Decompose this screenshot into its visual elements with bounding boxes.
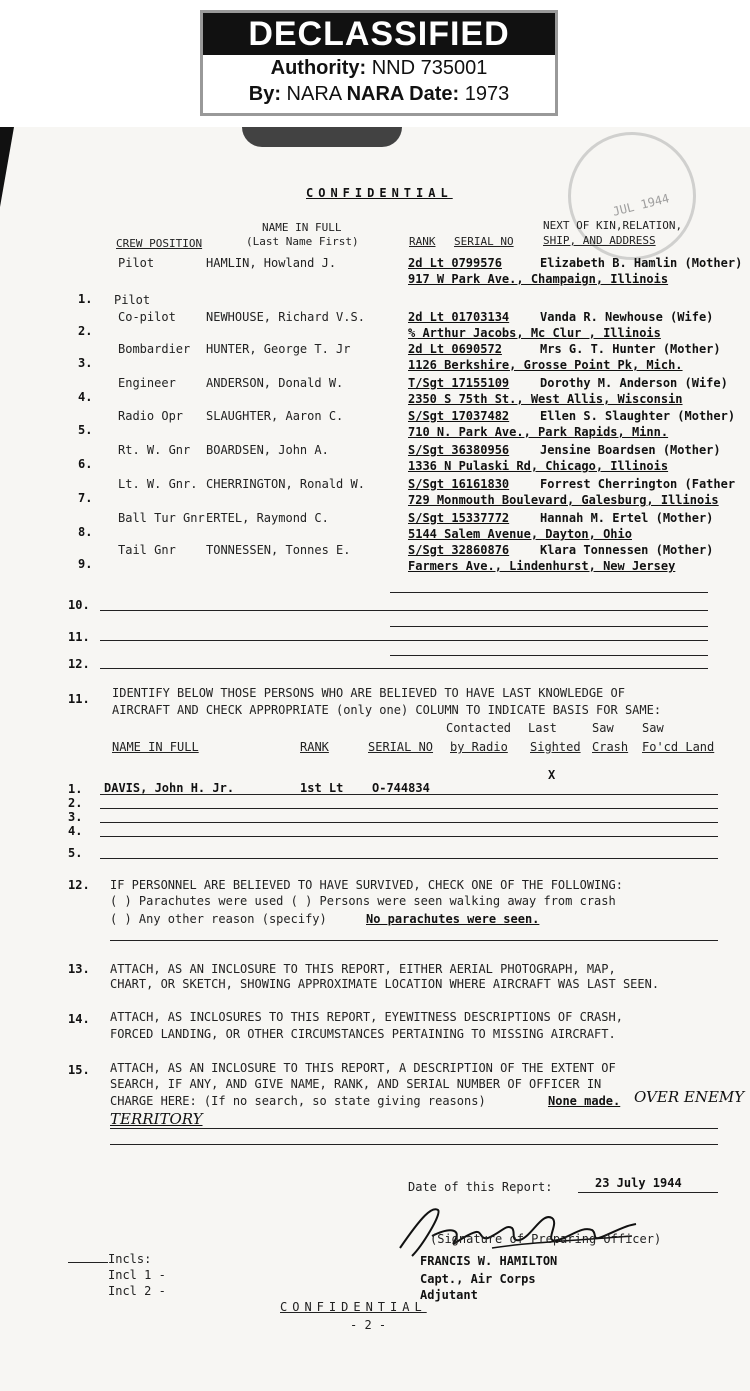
rule [390,626,708,627]
crew-name: ANDERSON, Donald W. [206,376,344,390]
col-last-name-first: (Last Name First) [246,235,359,248]
s11-entry-rank: 1st Lt [300,781,344,795]
s11-row-number: 3. [68,810,83,824]
crew-name: BOARDSEN, John A. [206,443,329,457]
col-name-in-full: NAME IN FULL [262,221,342,234]
crew-row-number: 8. [78,525,93,539]
s11-hdr-saw-1: Saw [592,721,614,735]
date-label: Date of this Report: [408,1180,553,1194]
s13-text-1: ATTACH, AS AN INCLOSURE TO THIS REPORT, EITHER AERIAL PHOTOGRAPH, MAP, [110,962,616,976]
crew-position: Bombardier [118,342,191,356]
officer-name: FRANCIS W. HAMILTON [420,1254,558,1268]
crew-position: Tail Gnr [118,543,176,557]
crew-row-number: 3. [78,356,93,370]
postmark-text: JUL 1944 [611,191,671,219]
s11-row-number: 2. [68,796,83,810]
crew-kin-address: 1336 N Pulaski Rd, Chicago, Illinois [408,459,669,473]
confidential-header: CONFIDENTIAL [306,186,453,200]
crew-rank-serial: S/Sgt 16161830 [408,477,510,491]
row-1-label: Pilot [114,293,151,307]
s11-col-forced: Fo'cd Land [642,740,715,754]
s11-number: 11. [68,692,90,706]
crew-next-of-kin: Hannah M. Ertel (Mother) [540,511,714,525]
crew-next-of-kin: Dorothy M. Anderson (Wife) [540,376,728,390]
s11-entry-serial: O-744834 [372,781,430,795]
s13-text-2: CHART, OR SKETCH, SHOWING APPROXIMATE LOCATION WHERE AIRCRAFT WAS LAST SEEN. [110,977,660,991]
s12-text-3: ( ) Any other reason (specify) [110,912,327,926]
rule [100,808,718,809]
col-next-of-kin: NEXT OF KIN,RELATION, [543,219,683,232]
crew-next-of-kin: Elizabeth B. Hamlin (Mother) [540,256,743,270]
s15-text-2: SEARCH, IF ANY, AND GIVE NAME, RANK, AND SERIAL NUMBER OF OFFICER IN [110,1077,602,1091]
crew-next-of-kin: Jensine Boardsen (Mother) [540,443,721,457]
s11-col-sighted: Sighted [530,740,581,754]
s14-number: 14. [68,1012,90,1026]
crew-position: Lt. W. Gnr. [118,477,198,491]
crew-next-of-kin: Klara Tonnessen (Mother) [540,543,714,557]
stamp-authority: Authority: NND 735001 [270,57,488,79]
s11-row-number: 1. [68,782,83,796]
crew-kin-address: Farmers Ave., Lindenhurst, New Jersey [408,559,676,573]
s11-col-crash: Crash [592,740,629,754]
crew-rank-serial: 2d Lt 0799576 [408,256,502,270]
crew-row-number: 4. [78,390,93,404]
crew-rank-serial: S/Sgt 36380956 [408,443,510,457]
rule [68,1262,108,1263]
blank-row-11: 11. [68,630,90,644]
rule [390,592,708,593]
s12-answer: No parachutes were seen. [366,912,540,926]
rule [100,836,718,837]
s11-row-number: 4. [68,824,83,838]
crew-rank-serial: S/Sgt 32860876 [408,543,510,557]
crew-next-of-kin: Mrs G. T. Hunter (Mother) [540,342,721,356]
crew-row-number: 2. [78,324,93,338]
rule [100,822,718,823]
crew-next-of-kin: Forrest Cherrington (Father [540,477,736,491]
rule [110,940,718,941]
rule [110,1128,718,1129]
s15-text-1: ATTACH, AS AN INCLOSURE TO THIS REPORT, A DESCRIPTION OF THE EXTENT OF [110,1061,616,1075]
crew-rank-serial: T/Sgt 17155109 [408,376,510,390]
crew-rank-serial: S/Sgt 15337772 [408,511,510,525]
s11-mark-x: X [548,768,556,782]
s11-text-2: AIRCRAFT AND CHECK APPROPRIATE (only one) COLUMN TO INDICATE BASIS FOR SAME: [112,703,662,717]
crew-next-of-kin: Vanda R. Newhouse (Wife) [540,310,714,324]
crew-row-number: 7. [78,491,93,505]
s14-text-2: FORCED LANDING, OR OTHER CIRCUMSTANCES PERTAINING TO MISSING AIRCRAFT. [110,1027,616,1041]
s11-row-number: 5. [68,846,83,860]
blank-row-10: 10. [68,598,90,612]
s11-hdr-contacted: Contacted [446,721,512,735]
blank-row-12: 12. [68,657,90,671]
rule [390,655,708,656]
crew-kin-address: % Arthur Jacobs, Mc Clur , Illinois [408,326,661,340]
s15-text-3: CHARGE HERE: (If no search, so state giving reasons) [110,1094,486,1108]
crew-kin-address: 5144 Salem Avenue, Dayton, Ohio [408,527,632,541]
rule [578,1192,718,1193]
s14-text-1: ATTACH, AS INCLOSURES TO THIS REPORT, EYEWITNESS DESCRIPTIONS OF CRASH, [110,1010,623,1024]
s11-text-1: IDENTIFY BELOW THOSE PERSONS WHO ARE BELIEVED TO HAVE LAST KNOWLEDGE OF [112,686,625,700]
crew-kin-address: 710 N. Park Ave., Park Rapids, Minn. [408,425,669,439]
rule [100,858,718,859]
crew-rank-serial: S/Sgt 17037482 [408,409,510,423]
incls-label: Incls: [108,1252,152,1266]
col-rank: RANK [409,235,436,248]
s11-col-name: NAME IN FULL [112,740,199,754]
rule [100,640,708,641]
incl-2: Incl 2 - [108,1284,166,1298]
crew-name: NEWHOUSE, Richard V.S. [206,310,365,324]
col-crew-position: CREW POSITION [116,237,203,250]
stamp-by: By: NARA NARA Date: 1973 [248,83,510,105]
s12-text-2: ( ) Parachutes were used ( ) Persons were seen walking away from crash [110,894,616,908]
stamp-title: DECLASSIFIED [203,13,555,55]
rule [100,610,708,611]
officer-title: Adjutant [420,1288,478,1302]
crew-name: SLAUGHTER, Aaron C. [206,409,344,423]
page-number: - 2 - [350,1318,387,1332]
s15-number: 15. [68,1063,90,1077]
s11-hdr-saw-2: Saw [642,721,664,735]
s11-entry-name: DAVIS, John H. Jr. [104,781,235,795]
crew-position: Pilot [118,256,155,270]
s11-hdr-last: Last [528,721,557,735]
declassified-stamp [200,10,558,116]
crew-rank-serial: 2d Lt 01703134 [408,310,510,324]
crew-name: ERTEL, Raymond C. [206,511,329,525]
crew-kin-address: 917 W Park Ave., Champaign, Illinois [408,272,669,286]
crew-position: Co-pilot [118,310,176,324]
crew-rank-serial: 2d Lt 0690572 [408,342,502,356]
crew-name: HAMLIN, Howland J. [206,256,337,270]
crew-name: CHERRINGTON, Ronald W. [206,477,365,491]
s15-handwritten-2: TERRITORY [110,1110,203,1128]
crew-kin-address: 2350 S 75th St., West Allis, Wisconsin [408,392,683,406]
crew-next-of-kin: Ellen S. Slaughter (Mother) [540,409,736,423]
s15-handwritten-1: OVER ENEMY [634,1088,745,1106]
s11-col-serial: SERIAL NO [368,740,434,754]
crew-name: HUNTER, George T. Jr [206,342,351,356]
s15-answer: None made. [548,1094,621,1108]
crew-row-number: 6. [78,457,93,471]
crew-position: Ball Tur Gnr [118,511,205,525]
signature-label: (Signature of Preparing Officer) [430,1232,662,1246]
date-value: 23 July 1944 [595,1176,682,1190]
crew-kin-address: 1126 Berkshire, Grosse Point Pk, Mich. [408,358,683,372]
crew-position: Rt. W. Gnr [118,443,191,457]
crew-position: Engineer [118,376,176,390]
crew-position: Radio Opr [118,409,184,423]
s12-number: 12. [68,878,90,892]
s13-number: 13. [68,962,90,976]
ink-blot [242,127,402,147]
crew-kin-address: 729 Monmouth Boulevard, Galesburg, Illinois [408,493,719,507]
rule [100,668,708,669]
crew-row-number: 1. [78,292,93,306]
crew-name: TONNESSEN, Tonnes E. [206,543,351,557]
s11-col-radio: by Radio [450,740,508,754]
s12-text-1: IF PERSONNEL ARE BELIEVED TO HAVE SURVIVED, CHECK ONE OF THE FOLLOWING: [110,878,623,892]
crew-row-number: 5. [78,423,93,437]
incl-1: Incl 1 - [108,1268,166,1282]
crew-row-number: 9. [78,557,93,571]
rule [110,1144,718,1145]
col-serial: SERIAL NO [454,235,514,248]
confidential-footer: CONFIDENTIAL [280,1300,427,1314]
col-ship-address: SHIP, AND ADDRESS [543,234,656,247]
officer-rank: Capt., Air Corps [420,1272,536,1286]
s11-col-rank: RANK [300,740,329,754]
